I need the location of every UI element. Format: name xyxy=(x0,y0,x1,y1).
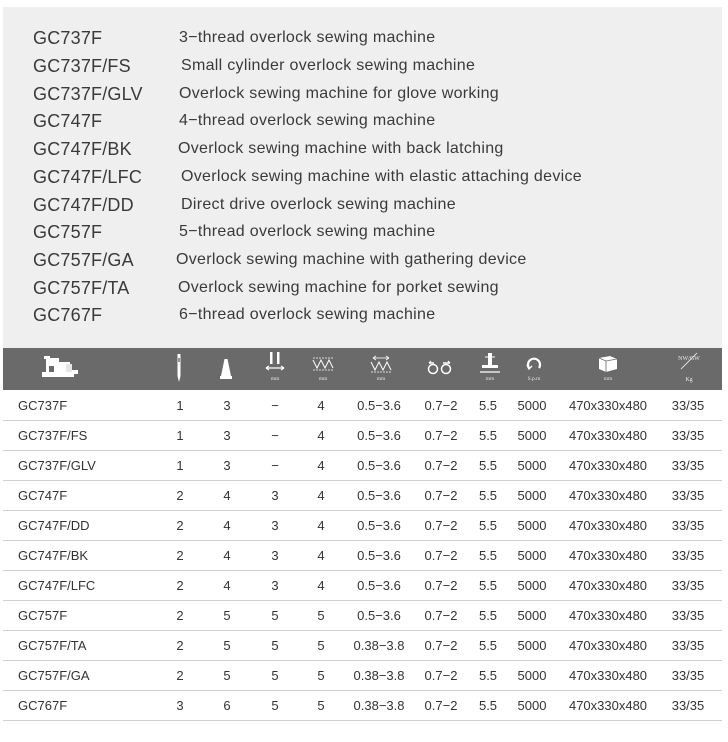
cell-needles: 2 xyxy=(176,668,184,683)
model-list-item xyxy=(33,84,713,110)
cell-foot-lift: 5.5 xyxy=(478,428,498,443)
cell-stitch-width: 4 xyxy=(317,578,325,593)
cell-needles: 2 xyxy=(176,548,184,563)
cell-weight: 33/35 xyxy=(671,488,705,503)
cell-stitch-length: 0.5−3.6 xyxy=(357,578,401,593)
cell-threads: 4 xyxy=(223,548,231,563)
cell-needles: 2 xyxy=(176,578,184,593)
cell-package: 470x330x480 xyxy=(568,428,648,443)
model-code: GC737F/FS xyxy=(33,56,131,76)
cell-diff-feed: 0.7−2 xyxy=(424,458,458,473)
cell-package: 470x330x480 xyxy=(568,518,648,533)
cell-diff-feed: 0.7−2 xyxy=(424,608,458,623)
cell-speed: 5000 xyxy=(517,398,547,413)
cell-needles: 1 xyxy=(176,428,184,443)
table-header xyxy=(3,348,722,390)
model-description: Overlock sewing machine for glove working xyxy=(179,85,499,102)
cell-stitch-length: 0.38−3.8 xyxy=(353,668,405,683)
cell-stitch-width: 5 xyxy=(317,638,325,653)
cell-diff-feed: 0.7−2 xyxy=(424,488,458,503)
model-code: GC747F/BK xyxy=(33,139,132,159)
model-code: GC767F xyxy=(33,305,103,325)
cell-foot-lift: 5.5 xyxy=(478,548,498,563)
cell-needle-gauge: 3 xyxy=(271,488,279,503)
cell-weight: 33/35 xyxy=(671,578,705,593)
cell-foot-lift: 5.5 xyxy=(478,638,498,653)
cell-needles: 2 xyxy=(176,518,184,533)
cell-needle-gauge: 3 xyxy=(271,518,279,533)
cell-stitch-width: 4 xyxy=(317,518,325,533)
cell-package: 470x330x480 xyxy=(568,398,648,413)
cell-stitch-width: 4 xyxy=(317,428,325,443)
cell-model: GC757F/TA xyxy=(18,638,87,653)
cell-stitch-width: 4 xyxy=(317,458,325,473)
cell-threads: 3 xyxy=(223,428,231,443)
model-list-panel xyxy=(3,7,722,348)
cell-needles: 1 xyxy=(176,458,184,473)
cell-speed: 5000 xyxy=(517,698,547,713)
model-description: 5−thread overlock sewing machine xyxy=(179,223,436,240)
cell-needles: 2 xyxy=(176,488,184,503)
model-code: GC737F/GLV xyxy=(33,84,143,104)
cell-threads: 5 xyxy=(223,608,231,623)
model-code: GC747F xyxy=(33,111,103,131)
cell-foot-lift: 5.5 xyxy=(478,698,498,713)
cell-model: GC737F/FS xyxy=(18,428,88,443)
cell-diff-feed: 0.7−2 xyxy=(424,428,458,443)
cell-package: 470x330x480 xyxy=(568,488,648,503)
cell-foot-lift: 5.5 xyxy=(478,578,498,593)
table-row xyxy=(3,540,722,571)
cell-stitch-length: 0.5−3.6 xyxy=(357,398,401,413)
cell-threads: 3 xyxy=(223,458,231,473)
cell-needle-gauge: − xyxy=(271,428,279,443)
cell-stitch-length: 0.5−3.6 xyxy=(357,548,401,563)
cell-speed: 5000 xyxy=(517,488,547,503)
cell-speed: 5000 xyxy=(517,458,547,473)
cell-needle-gauge: 5 xyxy=(271,638,279,653)
cell-diff-feed: 0.7−2 xyxy=(424,578,458,593)
cell-needle-gauge: − xyxy=(271,458,279,473)
cell-package: 470x330x480 xyxy=(568,638,648,653)
cell-threads: 4 xyxy=(223,578,231,593)
cell-needle-gauge: − xyxy=(271,398,279,413)
cell-needle-gauge: 5 xyxy=(271,698,279,713)
cell-speed: 5000 xyxy=(517,608,547,623)
model-list-item xyxy=(33,278,713,304)
model-description: 3−thread overlock sewing machine xyxy=(179,29,436,46)
cell-model: GC747F/LFC xyxy=(18,578,96,593)
table-row xyxy=(3,480,722,511)
cell-foot-lift: 5.5 xyxy=(478,518,498,533)
cell-stitch-width: 5 xyxy=(317,668,325,683)
unit-label: mm xyxy=(270,376,280,382)
model-code: GC747F/DD xyxy=(33,195,134,215)
cell-diff-feed: 0.7−2 xyxy=(424,518,458,533)
model-description: Overlock sewing machine with elastic attaching device xyxy=(181,168,582,185)
cell-model: GC747F/DD xyxy=(18,518,90,533)
cell-needles: 1 xyxy=(176,398,184,413)
cell-stitch-length: 0.38−3.8 xyxy=(353,698,405,713)
model-list-item xyxy=(33,305,713,331)
table-row xyxy=(3,600,722,631)
cell-model: GC767F xyxy=(18,698,68,713)
cell-needles: 2 xyxy=(176,638,184,653)
table-row xyxy=(3,570,722,601)
cell-model: GC737F/GLV xyxy=(18,458,96,473)
cell-stitch-length: 0.5−3.6 xyxy=(357,518,401,533)
cell-stitch-width: 5 xyxy=(317,608,325,623)
cell-threads: 5 xyxy=(223,668,231,683)
unit-label: mm xyxy=(318,376,328,382)
model-description: Small cylinder overlock sewing machine xyxy=(181,57,476,74)
model-description: Overlock sewing machine with gathering device xyxy=(176,251,527,268)
cell-weight: 33/35 xyxy=(671,548,705,563)
cell-diff-feed: 0.7−2 xyxy=(424,398,458,413)
model-list-item xyxy=(33,222,713,248)
model-list-item xyxy=(33,139,713,165)
cell-weight: 33/35 xyxy=(671,428,705,443)
cell-needles: 3 xyxy=(176,698,184,713)
cell-needles: 2 xyxy=(176,608,184,623)
model-code: GC757F/GA xyxy=(33,250,134,270)
cell-stitch-length: 0.5−3.6 xyxy=(357,458,401,473)
cell-model: GC757F xyxy=(18,608,68,623)
model-description: Overlock sewing machine with back latching xyxy=(178,140,504,157)
cell-speed: 5000 xyxy=(517,578,547,593)
cell-stitch-length: 0.5−3.6 xyxy=(357,488,401,503)
table-row xyxy=(3,660,722,691)
cell-speed: 5000 xyxy=(517,668,547,683)
unit-label: mm xyxy=(485,376,495,382)
cell-threads: 5 xyxy=(223,638,231,653)
cell-speed: 5000 xyxy=(517,428,547,443)
cell-weight: 33/35 xyxy=(671,668,705,683)
model-code: GC737F xyxy=(33,28,103,48)
cell-diff-feed: 0.7−2 xyxy=(424,548,458,563)
cell-foot-lift: 5.5 xyxy=(478,458,498,473)
model-list-item xyxy=(33,250,713,276)
unit-label: mm xyxy=(603,376,613,382)
cell-stitch-width: 5 xyxy=(317,698,325,713)
cell-foot-lift: 5.5 xyxy=(478,668,498,683)
cell-stitch-length: 0.38−3.8 xyxy=(353,638,405,653)
cell-threads: 6 xyxy=(223,698,231,713)
cell-weight: 33/35 xyxy=(671,608,705,623)
model-code: GC757F xyxy=(33,222,103,242)
cell-foot-lift: 5.5 xyxy=(478,488,498,503)
cell-speed: 5000 xyxy=(517,548,547,563)
cell-stitch-width: 4 xyxy=(317,548,325,563)
model-list-item xyxy=(33,56,713,82)
cell-foot-lift: 5.5 xyxy=(478,608,498,623)
cell-package: 470x330x480 xyxy=(568,698,648,713)
cell-package: 470x330x480 xyxy=(568,668,648,683)
cell-weight: 33/35 xyxy=(671,518,705,533)
cell-package: 470x330x480 xyxy=(568,578,648,593)
cell-weight: 33/35 xyxy=(671,458,705,473)
table-row xyxy=(3,390,722,421)
model-list-item xyxy=(33,111,713,137)
cell-diff-feed: 0.7−2 xyxy=(424,668,458,683)
unit-label: Kg xyxy=(685,377,693,383)
cell-threads: 4 xyxy=(223,518,231,533)
cell-package: 470x330x480 xyxy=(568,608,648,623)
table-row xyxy=(3,690,722,721)
cell-stitch-length: 0.5−3.6 xyxy=(357,608,401,623)
table-row xyxy=(3,450,722,481)
model-description: 6−thread overlock sewing machine xyxy=(179,306,436,323)
model-description: 4−thread overlock sewing machine xyxy=(179,112,436,129)
weight-label: NW/GW xyxy=(678,356,700,362)
cell-foot-lift: 5.5 xyxy=(478,398,498,413)
model-code: GC747F/LFC xyxy=(33,167,143,187)
cell-diff-feed: 0.7−2 xyxy=(424,698,458,713)
cell-model: GC737F xyxy=(18,398,68,413)
unit-label: S.p.m xyxy=(527,376,541,382)
cell-weight: 33/35 xyxy=(671,638,705,653)
cell-speed: 5000 xyxy=(517,638,547,653)
cell-package: 470x330x480 xyxy=(568,458,648,473)
cell-diff-feed: 0.7−2 xyxy=(424,638,458,653)
cell-speed: 5000 xyxy=(517,518,547,533)
table-row xyxy=(3,420,722,451)
cell-stitch-length: 0.5−3.6 xyxy=(357,428,401,443)
cell-threads: 4 xyxy=(223,488,231,503)
unit-label: mm xyxy=(376,376,386,382)
model-list-item xyxy=(33,195,713,221)
model-description: Overlock sewing machine for porket sewing xyxy=(178,279,499,296)
cell-package: 470x330x480 xyxy=(568,548,648,563)
table-row xyxy=(3,510,722,541)
table-row xyxy=(3,630,722,661)
cell-weight: 33/35 xyxy=(671,398,705,413)
cell-needle-gauge: 3 xyxy=(271,578,279,593)
model-list-item xyxy=(33,167,713,193)
model-code: GC757F/TA xyxy=(33,278,130,298)
cell-threads: 3 xyxy=(223,398,231,413)
cell-weight: 33/35 xyxy=(671,698,705,713)
model-list-item xyxy=(33,28,713,54)
cell-stitch-width: 4 xyxy=(317,398,325,413)
cell-model: GC757F/GA xyxy=(18,668,90,683)
cell-needle-gauge: 5 xyxy=(271,608,279,623)
cell-stitch-width: 4 xyxy=(317,488,325,503)
cell-needle-gauge: 3 xyxy=(271,548,279,563)
model-description: Direct drive overlock sewing machine xyxy=(181,196,456,213)
cell-model: GC747F/BK xyxy=(18,548,89,563)
cell-needle-gauge: 5 xyxy=(271,668,279,683)
cell-model: GC747F xyxy=(18,488,68,503)
